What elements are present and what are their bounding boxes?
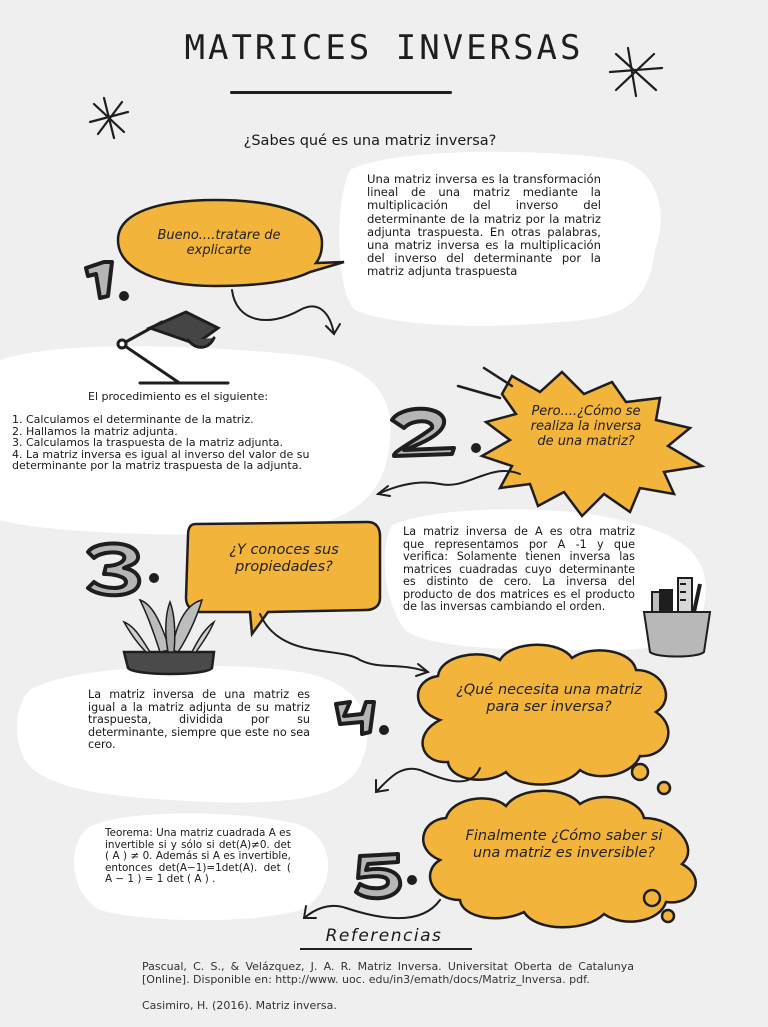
page-title: MATRICES INVERSAS <box>184 28 584 68</box>
number-1-glyph <box>86 262 129 301</box>
number-2-glyph <box>392 409 481 456</box>
bubble-4-text: ¿Qué necesita una matriz para ser inversa? <box>456 682 642 715</box>
number-3-glyph <box>88 543 159 595</box>
list-item: 4. La matriz inversa es igual al inverso del valor de su determinante por la matriz traspuesta de la adjunta. <box>12 447 310 473</box>
references-title: Referencias <box>325 926 443 946</box>
reference-item: Pascual, C. S., & Velázquez, J. A. R. Matriz Inversa. Universitat Oberta de Catalunya [Online]. Disponible en: http://www. uoc. edu/in3/emath/docs/Matriz_Inversa. pdf. <box>142 960 634 986</box>
bubble-3-text: ¿Y conoces sus propiedades? <box>229 542 339 575</box>
references-underline <box>300 948 472 950</box>
bubble-1-text: Bueno....tratare de explicarte <box>157 228 281 258</box>
step1-paragraph: Una matriz inversa es la transformación lineal de una matriz mediante la multiplicación del inverso del determinante de la matriz por la matriz adjunta traspuesta. En otras palabras, una matriz inversa es la multiplicación del inverso del determinante por la matriz adjunta traspuesta <box>367 172 601 279</box>
list-item: 1. Calculamos el determinante de la matriz. <box>12 413 254 426</box>
list-item: 3. Calculamos la traspuesta de la matriz adjunta. <box>12 436 283 450</box>
list-item: 2. Hallamos la matriz adjunta. <box>12 424 178 438</box>
number-5-glyph <box>356 854 417 898</box>
arrow-icon <box>304 900 440 918</box>
reference-item: Casimiro, H. (2016). Matriz inversa. <box>142 999 337 1012</box>
title-underline <box>230 91 452 94</box>
page-subtitle: ¿Sabes qué es una matriz inversa? <box>243 133 497 149</box>
arrow-icon <box>232 290 340 334</box>
procedure-intro: El procedimiento es el siguiente: <box>88 390 269 403</box>
sparkle-icon <box>90 98 128 138</box>
bubble-2-text: Pero....¿Cómo se realiza la inversa de una matriz? <box>530 404 642 449</box>
references-list <box>142 961 634 1027</box>
procedure-list <box>12 414 384 472</box>
speech-bubble-3 <box>186 522 380 634</box>
arrow-icon <box>378 471 520 496</box>
step4-paragraph: La matriz inversa de una matriz es igual a la matriz adjunta de su matriz traspuesta, dividida por su determinante, siempre que este no sea cero. <box>88 688 310 751</box>
step3-paragraph: La matriz inversa de A es otra matriz que representamos por A -1 y que verifica: Solamente tienen inversa las matrices cuadradas cuyo determinante es distinto de cero. La inversa del producto de dos matrices es el producto de las inversas cambiando el orden. <box>403 525 635 613</box>
bubble-5-text: Finalmente ¿Cómo saber si una matriz es inversible? <box>465 828 663 861</box>
theorem-paragraph: Teorema: Una matriz cuadrada A es invertible si y sólo si det(A)≠0. det ( A ) ≠ 0. Además si A es invertible, entonces det(A−1)=1det(A). det ( A − 1 ) = 1 det ( A ) . <box>105 827 291 886</box>
